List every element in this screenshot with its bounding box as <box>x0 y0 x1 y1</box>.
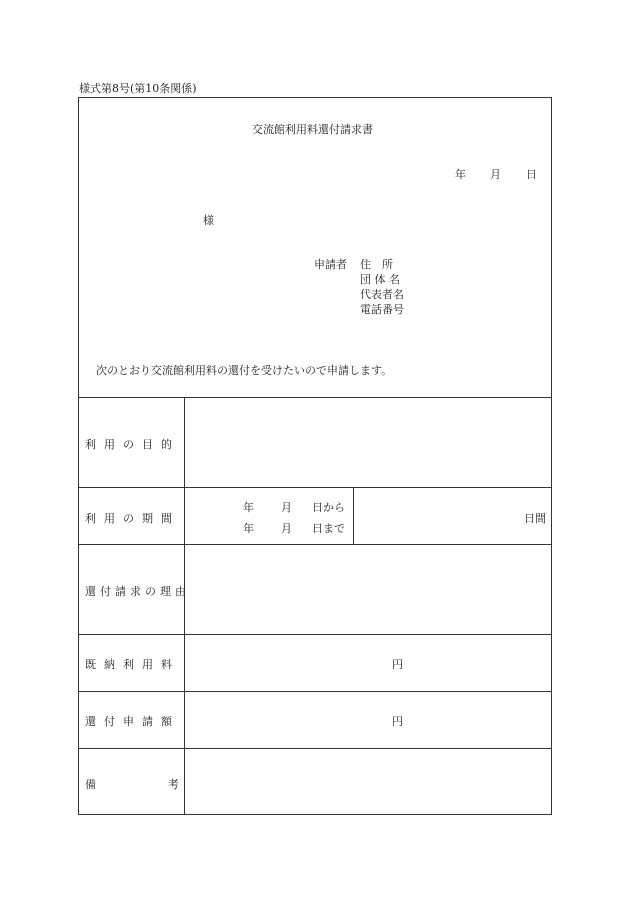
applicant-representative-label[interactable]: 代表者名 <box>360 288 404 301</box>
date-day[interactable]: 日 <box>526 168 537 181</box>
divider <box>78 487 552 488</box>
refund-amount-currency[interactable]: 円 <box>392 715 403 728</box>
row-label-refund-amount: 還付申請額 <box>85 715 180 728</box>
period-from-day[interactable]: 日から <box>312 501 345 514</box>
divider <box>78 691 552 692</box>
date-month[interactable]: 月 <box>490 168 501 181</box>
form-title: 交流館利用料還付請求書 <box>252 123 373 136</box>
period-to-month[interactable]: 月 <box>281 522 292 535</box>
form-frame <box>78 97 552 815</box>
row-label-remarks-char: 備 <box>85 778 96 791</box>
form-number: 様式第8号(第10条関係) <box>79 82 197 95</box>
applicant-address-label[interactable]: 住 所 <box>360 258 393 271</box>
row-label-remarks-char: 考 <box>168 778 179 791</box>
row-label-purpose: 利用の目的 <box>85 438 180 451</box>
column-divider <box>184 397 185 815</box>
period-to-year[interactable]: 年 <box>243 522 254 535</box>
period-days[interactable]: 日間 <box>524 512 546 525</box>
date-year[interactable]: 年 <box>455 168 466 181</box>
row-label-paid-fee: 既納利用料 <box>85 658 180 671</box>
period-divider <box>353 487 354 544</box>
divider <box>78 634 552 635</box>
paid-fee-currency[interactable]: 円 <box>392 658 403 671</box>
applicant-org-label[interactable]: 団 体 名 <box>360 273 400 286</box>
statement: 次のとおり交流館利用料の還付を受けたいので申請します。 <box>96 364 393 377</box>
applicant-label: 申請者 <box>314 258 347 271</box>
divider <box>78 397 552 398</box>
row-label-period: 利用の期間 <box>85 512 180 525</box>
period-from-year[interactable]: 年 <box>243 501 254 514</box>
row-label-reason: 還付請求の理由 <box>85 585 190 598</box>
divider <box>78 748 552 749</box>
applicant-phone-label[interactable]: 電話番号 <box>360 303 404 316</box>
addressee-honorific: 様 <box>203 214 214 227</box>
divider <box>78 544 552 545</box>
period-to-day[interactable]: 日まで <box>312 522 345 535</box>
period-from-month[interactable]: 月 <box>281 501 292 514</box>
row-label-remarks-wrap <box>85 776 179 792</box>
